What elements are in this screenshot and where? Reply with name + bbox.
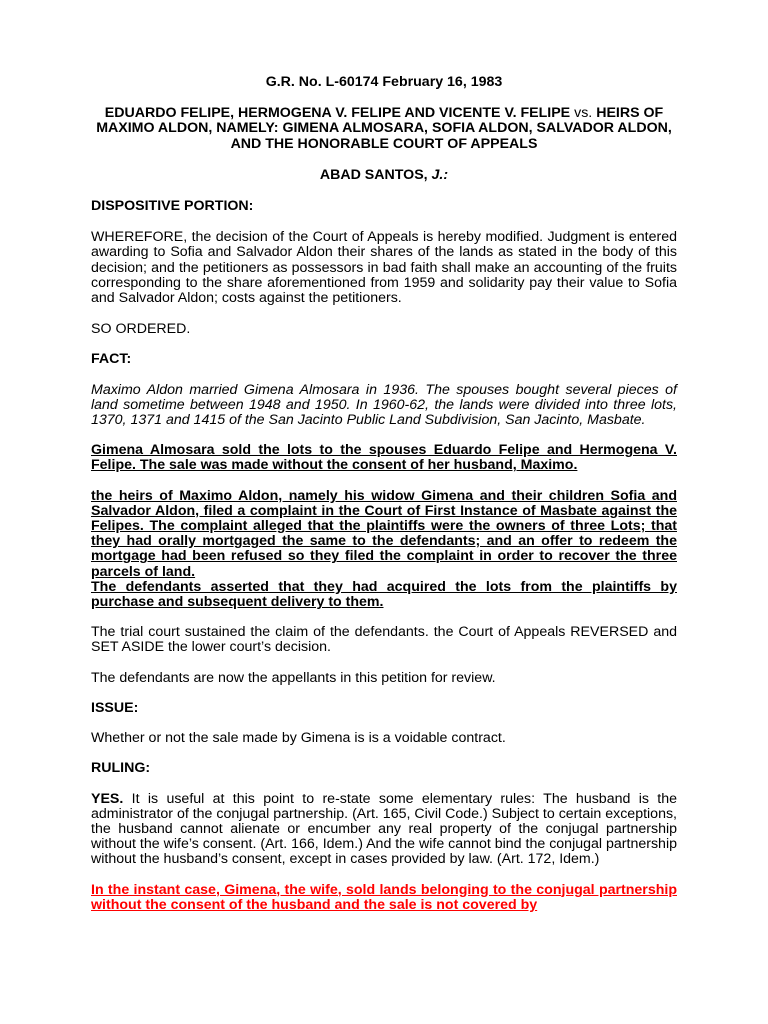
so-ordered: SO ORDERED. bbox=[91, 321, 191, 338]
ruling-text bbox=[91, 792, 677, 868]
ruling-heading: RULING: bbox=[91, 760, 151, 777]
fact-sale: Gimena Almosara sold the lots to the spouses Eduardo Felipe and Hermogena V. Felipe. The sale was made without the consent of her husband, Maximo. bbox=[91, 442, 677, 474]
ruling-highlight: In the instant case, Gimena, the wife, sold lands belonging to the conjugal partnership without the consent of the husband and the sale is not covered by bbox=[91, 881, 677, 913]
fact-complaint: the heirs of Maximo Aldon, namely his widow Gimena and their children Sofia and Salvador Aldon, filed a complaint in the Court of First Instance of Masbate against the Felipes. The complaint alleged that the plaintiffs were the owners of three Lots; that they had orally mortgaged the same to the defendants; and an offer to redeem the mortgage had been refused so they filed the complaint in order to recover the three parcels of land. bbox=[91, 487, 677, 580]
document-body bbox=[91, 75, 677, 913]
parties-respondents: HEIRS OF MAXIMO ALDON, NAMELY: GIMENA ALMOSARA, SOFIA ALDON, SALVADOR ALDON, AND THE HONORABLE COURT OF APPEALS bbox=[96, 105, 672, 152]
issue-heading: ISSUE: bbox=[91, 699, 139, 716]
appellants-text: The defendants are now the appellants in this petition for review. bbox=[91, 669, 496, 686]
case-parties bbox=[91, 106, 677, 152]
ponente-name: ABAD SANTOS, bbox=[319, 166, 432, 183]
parties-petitioners: EDUARDO FELIPE, HERMOGENA V. FELIPE AND VICENTE V. FELIPE bbox=[104, 105, 571, 122]
ponente-title: J.: bbox=[431, 166, 449, 183]
fact-defense: The defendants asserted that they had acquired the lots from the plaintiffs by purchase and subsequent delivery to them. bbox=[91, 578, 677, 611]
trial-text: The trial court sustained the claim of the defendants. the Court of Appeals REVERSED and SET ASIDE the lower court’s decision. bbox=[91, 624, 677, 656]
ponente bbox=[91, 168, 677, 183]
fact-heading: FACT: bbox=[91, 351, 132, 368]
ruling-yes: YES. bbox=[91, 790, 124, 807]
case-number: G.R. No. L-60174 February 16, 1983 bbox=[265, 74, 503, 90]
dispositive-heading: DISPOSITIVE PORTION: bbox=[91, 198, 254, 215]
ruling-body: It is useful at this point to re-state some elementary rules: The husband is the administrator of the conjugal partnership. (Art. 165, Civil Code.) Subject to certain exceptions, the husband cannot alienate or encumber any real property of the conjugal partnership without the wife’s consent. (Art. 166, Idem.) And the wife cannot bind the conjugal partnership without the husband’s consent, except in cases provided by law. (Art. 172, Idem.) bbox=[91, 790, 677, 868]
fact-text: Maximo Aldon married Gimena Almosara in 1936. The spouses bought several pieces of land sometime between 1948 and 1950. In 1960-62, the lands were divided into three lots, 1370, 1371 and 1415 of the San Jacinto Public Land Subdivision, San Jacinto, Masbate. bbox=[91, 381, 677, 429]
versus-label: vs. bbox=[574, 105, 593, 122]
issue-text: Whether or not the sale made by Gimena is is a voidable contract. bbox=[91, 730, 506, 747]
dispositive-text: WHEREFORE, the decision of the Court of Appeals is hereby modified. Judgment is entered awarding to Sofia and Salvador Aldon their shares of the lands as stated in the body of this decision; and the petitioners as possessors in bad faith shall make an accounting of the fruits corresponding to the share aforementioned from 1959 and solidarity pay their value to Sofia and Salvador Aldon; costs against the petitioners. bbox=[91, 229, 677, 307]
